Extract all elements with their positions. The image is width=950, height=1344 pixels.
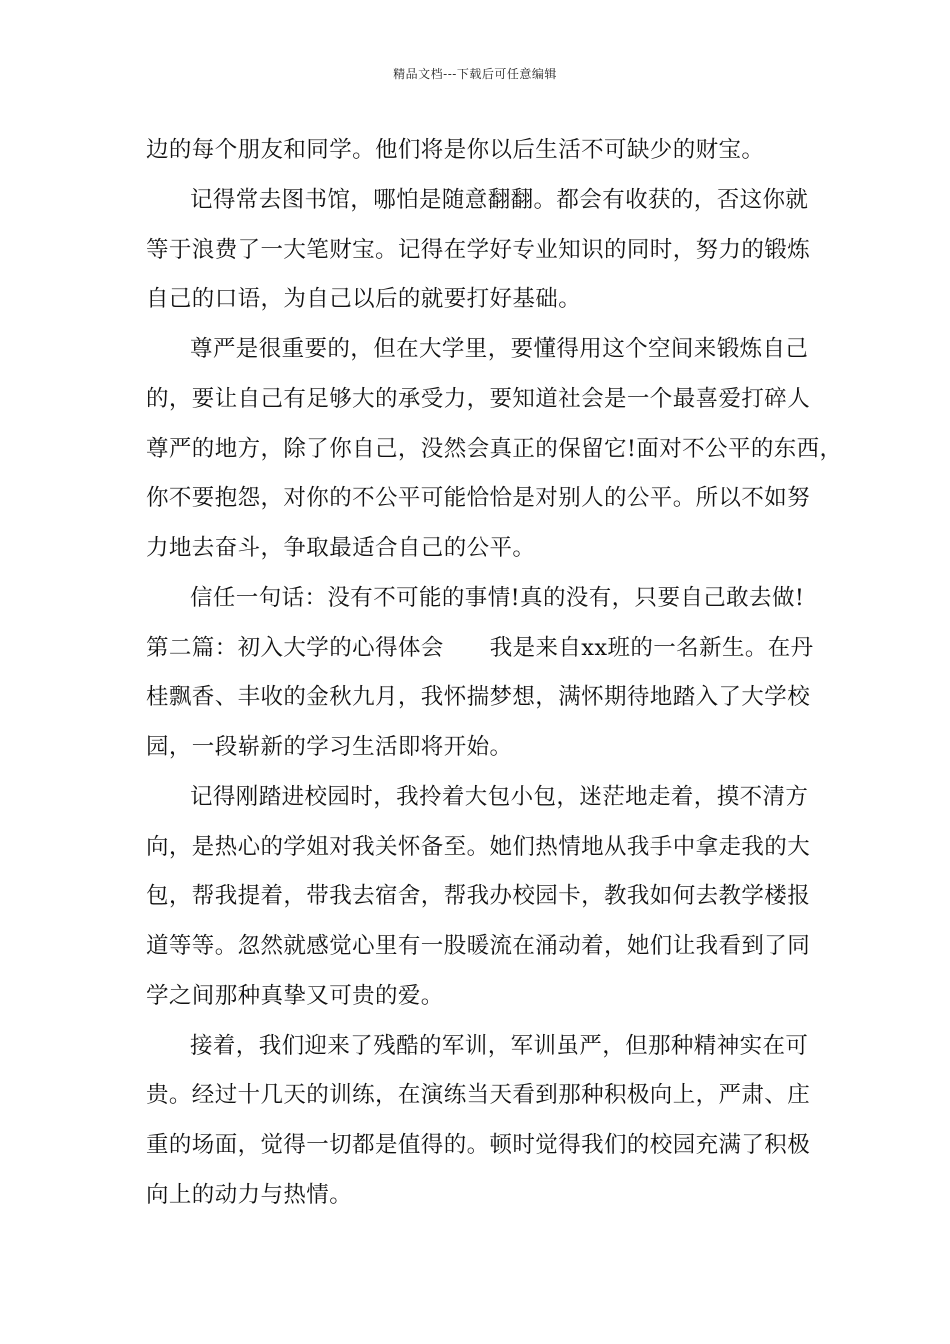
text-line: 等于浪费了一大笔财宝。记得在学好专业知识的同时，努力的锻炼 (146, 237, 811, 263)
text-span: 我是来自xx班的一名新生。在丹 (489, 635, 814, 661)
text-line: 道等等。忽然就感觉心里有一股暖流在涌动着，她们让我看到了同 (146, 933, 811, 959)
paragraph-first-line: 接着，我们迎来了残酷的军训，军训虽严，但那种精神实在可 (190, 1033, 809, 1059)
text-line: 你不要抱怨，对你的不公平可能恰恰是对别人的公平。所以不如努 (146, 485, 811, 511)
text-line: 重的场面，觉得一切都是值得的。顿时觉得我们的校园充满了积极 (146, 1132, 811, 1158)
text-line: 的，要让自己有足够大的承受力，要知道社会是一个最喜爱打碎人 (146, 386, 811, 412)
paragraph-first-line: 记得常去图书馆，哪怕是随意翻翻。都会有收获的，否这你就 (190, 187, 809, 213)
text-line: 学之间那种真挚又可贵的爱。 (146, 983, 444, 1009)
section-heading-line (146, 633, 814, 663)
section-heading: 第二篇：初入大学的心得体会 (146, 635, 444, 661)
text-line: 力地去奋斗，争取最适合自己的公平。 (146, 535, 536, 561)
text-line: 尊严的地方，除了你自己，没然会真正的保留它!面对不公平的东西， (146, 436, 843, 462)
text-line: 边的每个朋友和同学。他们将是你以后生活不可缺少的财宝。 (146, 137, 765, 163)
text-line: 向，是热心的学姐对我关怀备至。她们热情地从我手中拿走我的大 (146, 834, 811, 860)
text-line: 向上的动力与热情。 (146, 1182, 353, 1208)
text-line: 贵。经过十几天的训练，在演练当天看到那种积极向上，严肃、庄 (146, 1082, 811, 1108)
text-line: 园，一段崭新的学习生活即将开始。 (146, 734, 513, 760)
paragraph-first-line: 信任一句话：没有不可能的事情!真的没有，只要自己敢去做! (190, 585, 805, 611)
text-line: 自己的口语，为自己以后的就要打好基础。 (146, 286, 582, 312)
page-header: 精品文档---下载后可任意编辑 (393, 67, 557, 81)
paragraph-first-line: 尊严是很重要的，但在大学里，要懂得用这个空间来锻炼自己 (190, 336, 809, 362)
text-line: 桂飘香、丰收的金秋九月，我怀揣梦想，满怀期待地踏入了大学校 (146, 684, 811, 710)
paragraph-first-line: 记得刚踏进校园时，我拎着大包小包，迷茫地走着，摸不清方 (190, 784, 809, 810)
text-line: 包，帮我提着，带我去宿舍，帮我办校园卡，教我如何去教学楼报 (146, 883, 811, 909)
